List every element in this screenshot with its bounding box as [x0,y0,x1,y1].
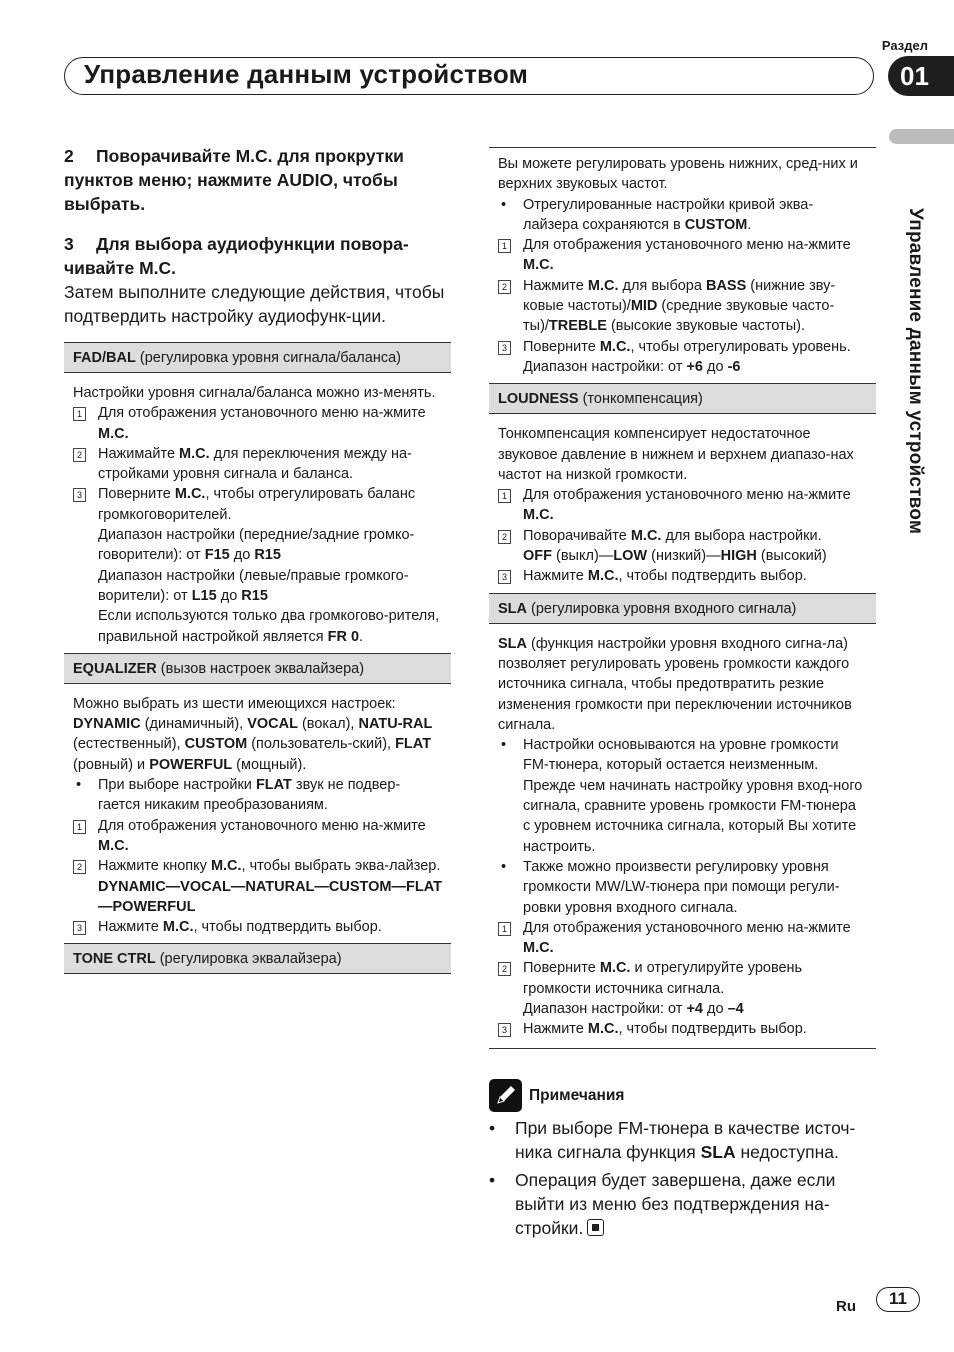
fad-bal-header: FAD/BAL (регулировка уровня сигнала/баланса) [64,342,451,373]
side-chapter-title: Управление данным устройством [905,208,926,535]
list-item: 1 Для отображения установочного меню на-жмите M.C. [73,403,442,444]
loudness-section: Тонкомпенсация компенсирует недостаточное звуковое давление в нижнем и верхнем диапазо-нах частот на низкой громкости. 1 Для отображения установочного меню на-жмите M.C. 2 Поворачивайте M.C. для выбора настройки. OFF (выкл)—LOW (низкий)—HIGH (высокий) 3 Нажмите M.C., чтобы подтвердить выбор. [489,414,876,592]
left-column [64,144,451,974]
list-item: 2 Нажимайте M.C. для переключения между на-стройками уровня сигнала и баланса. [73,444,442,485]
tone-ctrl-section: Вы можете регулировать уровень нижних, сред-них и верхних звуковых частот. • Отрегулированные настройки кривой эква-лайзера сохраняются в CUSTOM. 1 Для отображения установочного меню на-жмите M.C. 2 Нажмите M.C. для выбора BASS (нижние зву-ковые частоты)/MID (средние звуковые часто-ты)/TREBLE (высокие звуковые частоты). 3 Поверните M.C., чтобы отрегулировать уровень. Диапазон настройки: от +6 до -6 [489,148,876,383]
list-item: 3 Нажмите M.C., чтобы подтвердить выбор. [498,1019,867,1039]
section-number-badge: 01 [888,56,954,96]
list-item: 3 Поверните M.C., чтобы отрегулировать баланс громкоговорителей. [73,484,442,525]
list-item: 3 Поверните M.C., чтобы отрегулировать уровень. [498,337,867,357]
bullet-item: • Отрегулированные настройки кривой эква-лайзера сохраняются в CUSTOM. [501,196,814,233]
sla-section: SLA (функция настройки уровня входного сигна-ла) позволяет регулировать уровень громкости каждого источника сигнала, чтобы предотвратить резкие изменения громкости при переключении источников сигнала. • Настройки основываются на уровне громкости FM-тюнера, который остается неизменным. Прежде чем начинать настройку уровня вход-ного сигнала, сравните уровень громкости FM-тюнера с уровнем источника сигнала, который Вы хотите настроить. • Также можно произвести регулировку уровня громкости MW/LW-тюнера при помощи регули-ровки уровня входного сигнала. 1 Для отображения установочного меню на-жмите M.C. 2 Поверните M.C. и отрегулируйте уровень громкости источника сигнала. Диапазон настройки: от +4 до –4 3 Нажмите M.C., чтобы подтвердить выбор. [489,624,876,1049]
equalizer-header: EQUALIZER (вызов настроек эквалайзера) [64,653,451,684]
page-title: Управление данным устройством [84,59,529,89]
step-3-paragraph: Затем выполните следующие действия, чтобы подтвердить настройку аудиофунк-ции. [64,282,445,326]
bullet-item: • При выборе настройки FLAT звук не подвер-гается никаким преобразованиям. [76,777,401,814]
tone-ctrl-header: TONE CTRL (регулировка эквалайзера) [64,943,451,974]
bullet-item: • Также можно произвести регулировку уровня громкости MW/LW-тюнера при помощи регули-ровки уровня входного сигнала. [501,858,840,916]
note-item: • При выборе FM-тюнера в качестве источ-ника сигнала функция SLA недоступна. [489,1118,856,1162]
notes-heading: Примечания [489,1079,876,1112]
fad-bal-section: Настройки уровня сигнала/баланса можно из-менять. 1 Для отображения установочного меню на-жмите M.C. 2 Нажимайте M.C. для переключения между на-стройками уровня сигнала и баланса. 3 Поверните M.C., чтобы отрегулировать баланс громкоговорителей. Диапазон настройки (передние/задние громко-говорители): от F15 до R15 Диапазон настройки (левые/правые громкого-ворители): от L15 до R15 Если используются только два громкогово-рителя, правильной настройкой является FR 0. [64,373,451,653]
section-label: Раздел [881,38,928,53]
list-item: 3 Нажмите M.C., чтобы подтвердить выбор. [73,917,442,937]
list-item: 3 Нажмите M.C., чтобы подтвердить выбор. [498,566,867,586]
list-item: 1 Для отображения установочного меню на-жмите M.C. [498,485,867,526]
right-column [489,147,876,1049]
side-tab-bar [889,129,954,144]
list-item: 1 Для отображения установочного меню на-жмите M.C. [498,918,867,959]
loudness-header: LOUDNESS (тонкомпенсация) [489,383,876,414]
sla-header: SLA (регулировка уровня входного сигнала) [489,593,876,624]
equalizer-section: Можно выбрать из шести имеющихся настроек: DYNAMIC (динамичный), VOCAL (вокал), NATU-RAL (естественный), CUSTOM (пользователь-ский), FLAT (ровный) и POWERFUL (мощный). • При выборе настройки FLAT звук не подвер-гается никаким преобразованиям. 1 Для отображения установочного меню на-жмите M.C. 2 Нажмите кнопку M.C., чтобы выбрать эква-лайзер. DYNAMIC—VOCAL—NATURAL—CUSTOM—FLAT—POWERFUL 3 Нажмите M.C., чтобы подтвердить выбор. [64,684,451,944]
list-item: 2 Поверните M.C. и отрегулируйте уровень громкости источника сигнала. [498,958,867,999]
notes-block [489,1079,876,1240]
end-mark-icon [587,1219,604,1236]
list-item: 2 Поворачивайте M.C. для выбора настройки. [498,526,867,546]
step-3: 3 Для выбора аудиофункции повора-чивайте M.C. [64,234,409,278]
list-item: 1 Для отображения установочного меню на-жмите M.C. [498,235,867,276]
bullet-item: • Настройки основываются на уровне громкости FM-тюнера, который остается неизменным. Прежде чем начинать настройку уровня вход-ного сигнала, сравните уровень громкости FM-тюнера с уровнем источника сигнала, который Вы хотите настроить. [501,737,863,855]
note-item: • Операция будет завершена, даже если выйти из меню без подтверждения на-стройки. [489,1170,836,1238]
pencil-icon [489,1079,522,1112]
language-label: Ru [836,1298,856,1315]
list-item: 2 Нажмите M.C. для выбора BASS (нижние зву-ковые частоты)/MID (средние звуковые часто-ты)/TREBLE (высокие звуковые частоты). [498,276,867,337]
page-number: 11 [876,1287,920,1312]
list-item: 2 Нажмите кнопку M.C., чтобы выбрать эква-лайзер. [73,856,442,876]
list-item: 1 Для отображения установочного меню на-жмите M.C. [73,816,442,857]
step-2: 2 Поворачивайте M.C. для прокрутки пунктов меню; нажмите AUDIO, чтобы выбрать. [64,146,404,214]
